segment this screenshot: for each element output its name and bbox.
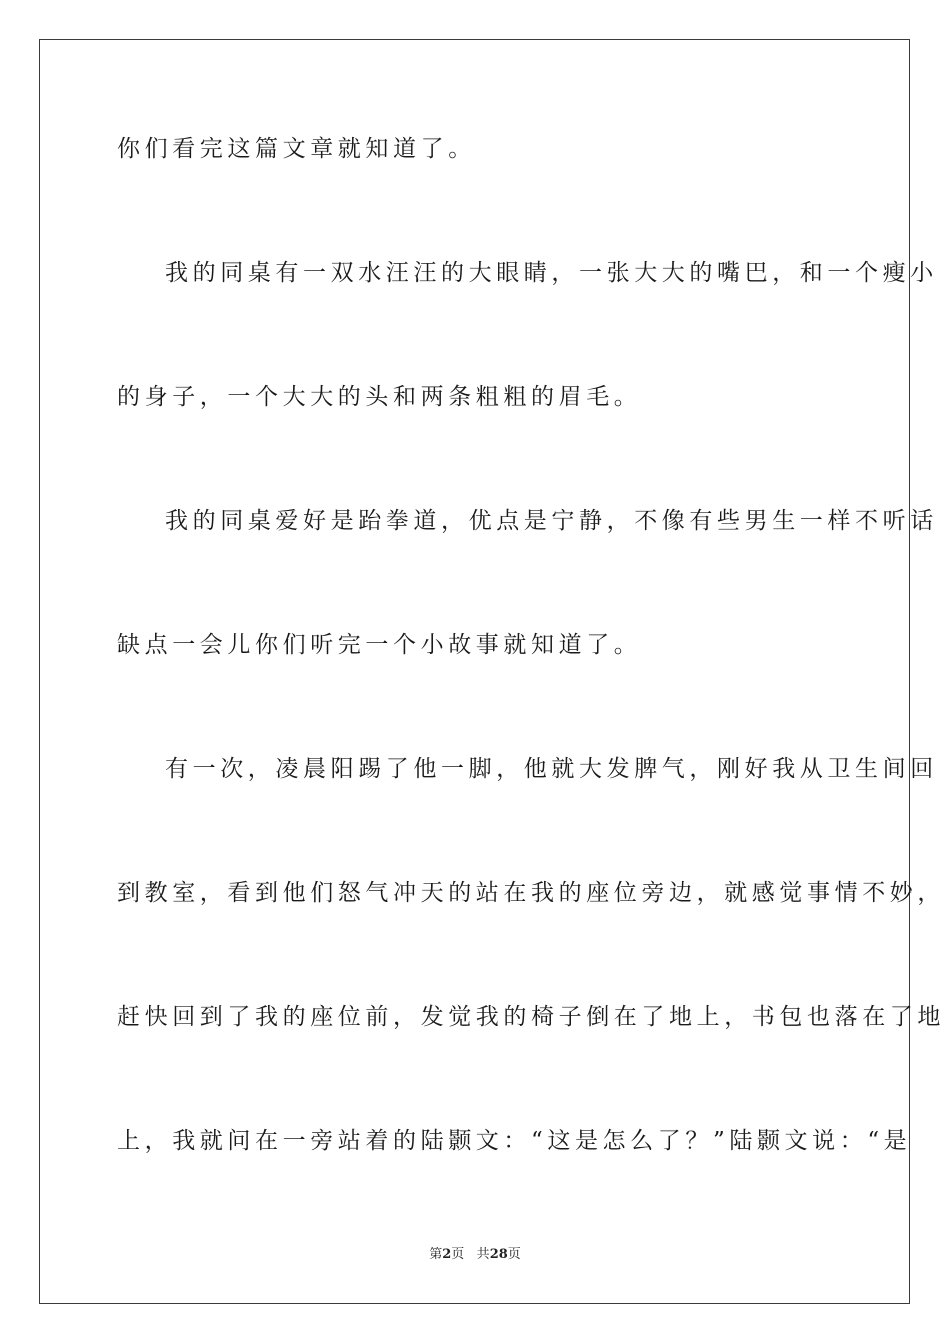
footer-total-prefix: 共 — [476, 1247, 490, 1262]
footer-total-suffix: 页 — [507, 1247, 521, 1262]
text-line-7: 到教室，看到他们怒气冲天的站在我的座位旁边，就感觉事情不妙， — [117, 880, 945, 906]
footer-page-suffix: 页 — [451, 1247, 465, 1262]
text-line-4: 我的同桌爱好是跆拳道，优点是宁静，不像有些男生一样不听话 — [165, 508, 938, 534]
footer-page-prefix: 第 — [429, 1247, 443, 1262]
text-line-2: 我的同桌有一双水汪汪的大眼睛，一张大大的嘴巴，和一个瘦小 — [165, 260, 938, 286]
page-frame — [39, 39, 945, 1304]
text-line-1: 你们看完这篇文章就知道了。 — [117, 136, 476, 162]
text-line-9: 上，我就问在一旁站着的陆颢文：“这是怎么了？”陆颢文说：“是 — [117, 1128, 912, 1154]
text-line-3: 的身子，一个大大的头和两条粗粗的眉毛。 — [117, 384, 642, 410]
page-footer — [0, 1246, 950, 1264]
text-line-5: 缺点一会儿你们听完一个小故事就知道了。 — [117, 632, 642, 658]
footer-total-pages: 28 — [489, 1247, 508, 1262]
text-line-8: 赶快回到了我的座位前，发觉我的椅子倒在了地上，书包也落在了地 — [117, 1004, 945, 1030]
footer-page-number: 2 — [442, 1247, 452, 1262]
text-line-6: 有一次，凌晨阳踢了他一脚，他就大发脾气，刚好我从卫生间回 — [165, 756, 938, 782]
